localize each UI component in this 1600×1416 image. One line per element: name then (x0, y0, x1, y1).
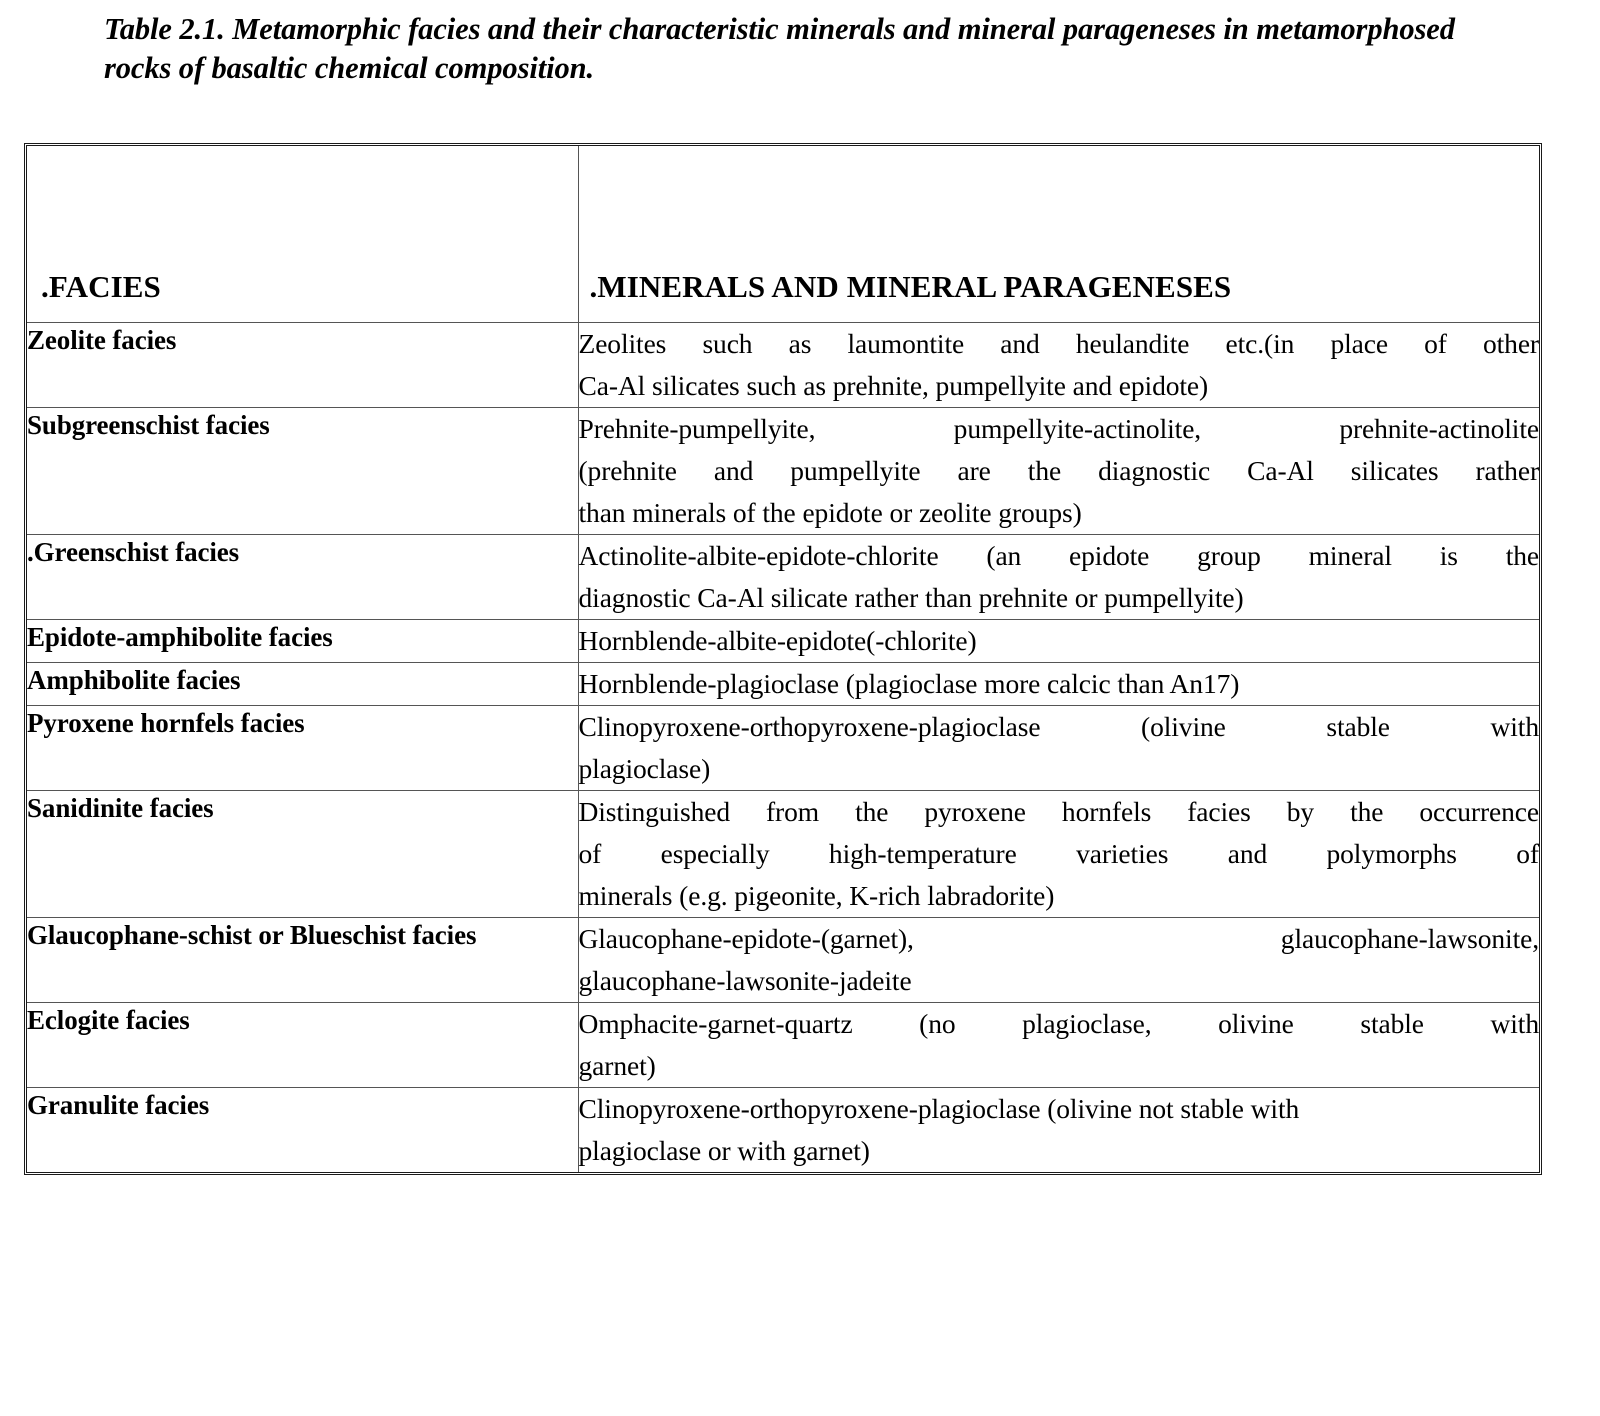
facies-name-glaucophane-blueschist: Glaucophane-schist or Blueschist facies (27, 918, 578, 1003)
facies-name-pyroxene-hornfels: Pyroxene hornfels facies (27, 706, 578, 791)
table-row (27, 663, 1539, 706)
minerals-granulite (578, 1088, 1539, 1173)
minerals-line: of especially high-temperature varieties and polymorphs of (578, 838, 1539, 869)
header-cell-minerals (578, 146, 1539, 323)
table-body (27, 146, 1539, 1172)
minerals-subgreenschist (578, 408, 1539, 535)
minerals-amphibolite (578, 663, 1539, 706)
minerals-line: minerals (e.g. pigeonite, K-rich labradorite) (578, 880, 1055, 911)
facies-name-epidote-amphibolite: Epidote-amphibolite facies (27, 620, 578, 663)
minerals-line: Omphacite-garnet-quartz (no plagioclase, olivine stable with (578, 1008, 1539, 1039)
minerals-line: Zeolites such as laumontite and heulandite etc.(in place of other (578, 328, 1539, 359)
minerals-pyroxene-hornfels (578, 706, 1539, 791)
facies-name-zeolite: Zeolite facies (27, 323, 578, 408)
minerals-epidote-amphibolite (578, 620, 1539, 663)
facies-name-eclogite: Eclogite facies (27, 1003, 578, 1088)
minerals-greenschist (578, 535, 1539, 620)
minerals-line: Clinopyroxene-orthopyroxene-plagioclase (olivine not stable with (578, 1093, 1300, 1124)
table-header-row (27, 146, 1539, 323)
table-row (27, 706, 1539, 791)
minerals-sanidinite (578, 791, 1539, 918)
facies-table-container (24, 143, 1542, 1175)
minerals-line: than minerals of the epidote or zeolite groups) (578, 497, 1082, 528)
table-row (27, 620, 1539, 663)
table-row (27, 918, 1539, 1003)
minerals-eclogite (578, 1003, 1539, 1088)
minerals-zeolite (578, 323, 1539, 408)
table-row (27, 1003, 1539, 1088)
minerals-line: Hornblende-plagioclase (plagioclase more calcic than An17) (578, 668, 1240, 699)
minerals-line: diagnostic Ca-Al silicate rather than prehnite or pumpellyite) (578, 582, 1244, 613)
facies-name-amphibolite: Amphibolite facies (27, 663, 578, 706)
minerals-line: Clinopyroxene-orthopyroxene-plagioclase (olivine stable with (578, 711, 1539, 742)
minerals-line: (prehnite and pumpellyite are the diagnostic Ca-Al silicates rather (578, 455, 1539, 486)
minerals-line: Ca-Al silicates such as prehnite, pumpellyite and epidote) (578, 370, 1209, 401)
minerals-line: Hornblende-albite-epidote(-chlorite) (578, 625, 977, 656)
minerals-line: Distinguished from the pyroxene hornfels facies by the occurrence (578, 796, 1539, 827)
table-row (27, 408, 1539, 535)
facies-name-greenschist: . Greenschist facies (27, 535, 578, 620)
minerals-line: plagioclase or with garnet) (578, 1135, 870, 1166)
column-header-minerals: . MINERALS AND MINERAL PARAGENESES (579, 269, 1540, 305)
minerals-line: glaucophane-lawsonite-jadeite (578, 965, 912, 996)
table-row (27, 323, 1539, 408)
table-row (27, 791, 1539, 918)
minerals-line: Glaucophane-epidote-(garnet), glaucophane-lawsonite, (578, 923, 1539, 954)
minerals-line: garnet) (578, 1050, 656, 1081)
minerals-line: Prehnite-pumpellyite, pumpellyite-actinolite, prehnite-actinolite (578, 413, 1539, 444)
facies-name-granulite: Granulite facies (27, 1088, 578, 1173)
minerals-line: Actinolite-albite-epidote-chlorite (an epidote group mineral is the (578, 540, 1539, 571)
metamorphic-facies-table (27, 146, 1539, 1172)
table-caption: Table 2.1. Metamorphic facies and their characteristic minerals and mineral parageneses in metamorphosed rocks of basaltic chemical composition. (104, 12, 1455, 85)
column-header-facies: . FACIES (27, 269, 578, 305)
facies-name-sanidinite: Sanidinite facies (27, 791, 578, 918)
minerals-line: plagioclase) (578, 753, 711, 784)
facies-name-subgreenschist: Subgreenschist facies (27, 408, 578, 535)
table-row (27, 535, 1539, 620)
minerals-glaucophane-blueschist (578, 918, 1539, 1003)
table-row (27, 1088, 1539, 1173)
header-cell-facies (27, 146, 578, 323)
